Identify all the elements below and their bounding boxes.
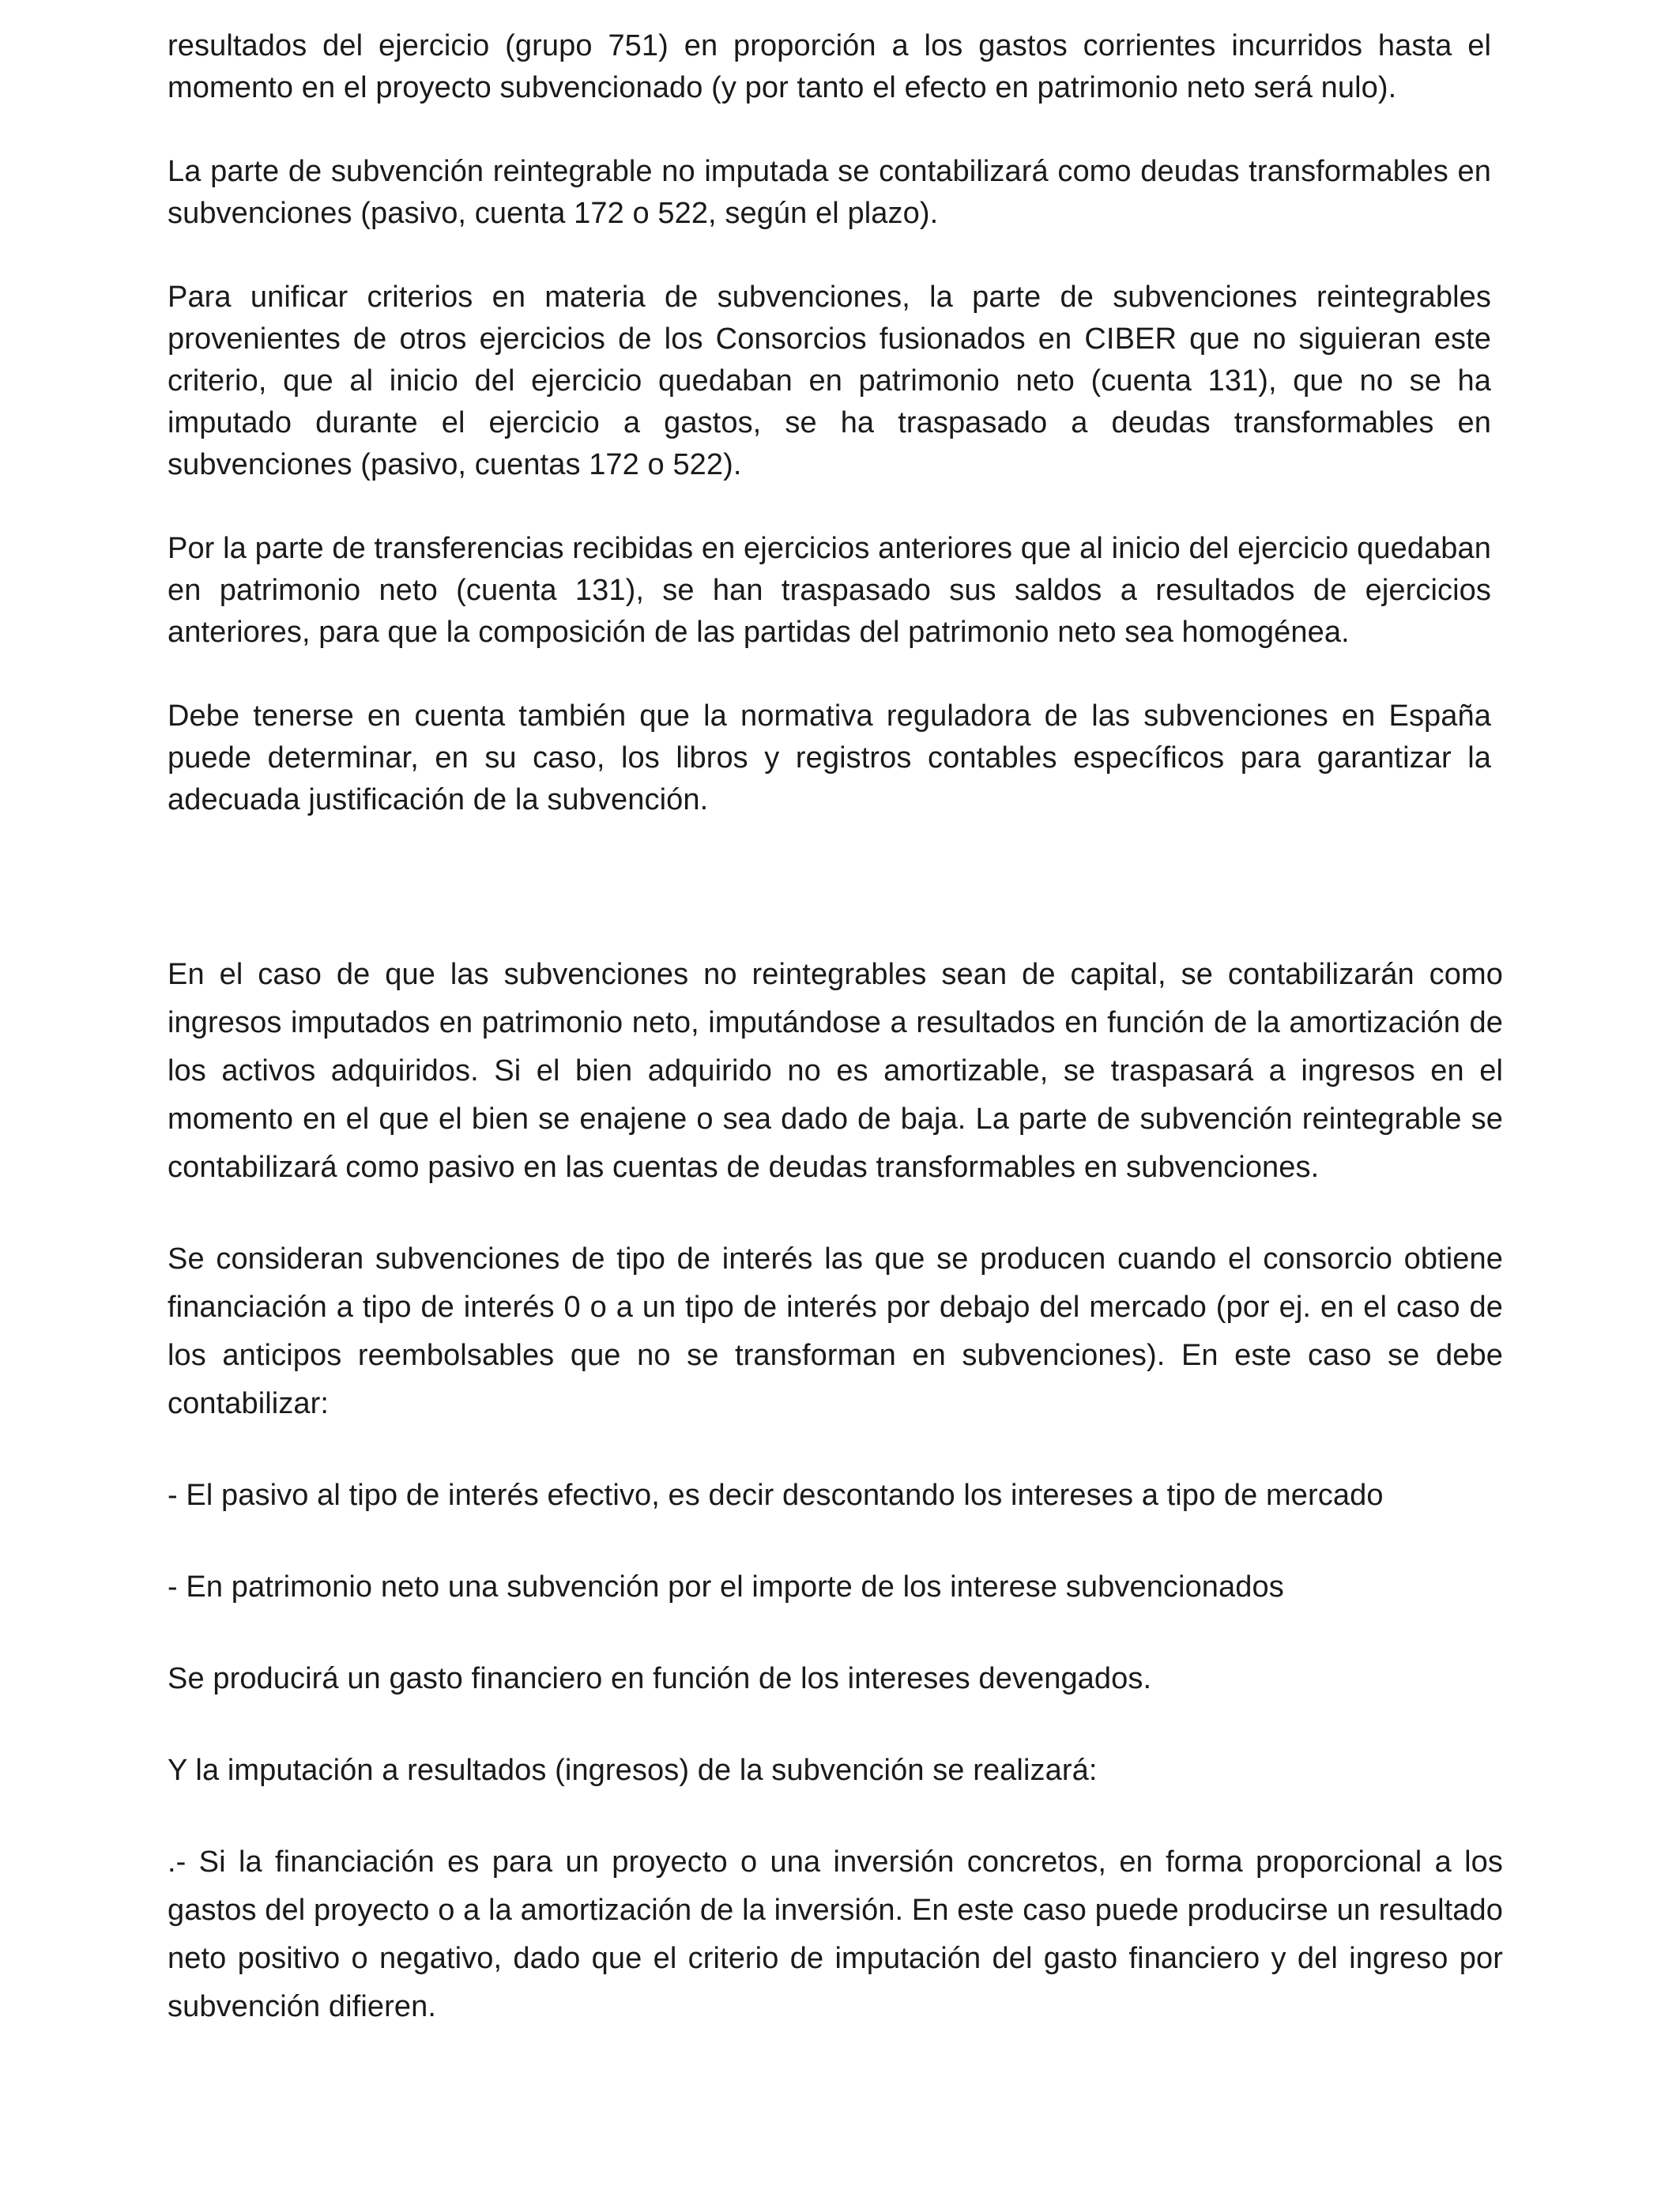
paragraph-grupo-751: resultados del ejercicio (grupo 751) en proporción a los gastos corrientes incurridos hasta el momento en el proyecto subvencionado (y por tanto el efecto en patrimonio neto será nulo). bbox=[168, 29, 1491, 104]
text-section-2 bbox=[168, 951, 1503, 2075]
text-section-1 bbox=[168, 25, 1491, 863]
paragraph-gasto-financiero: Se producirá un gasto financiero en función de los intereses devengados. bbox=[168, 1662, 1152, 1695]
paragraph-imputacion: Y la imputación a resultados (ingresos) de la subvención se realizará: bbox=[168, 1754, 1098, 1787]
paragraph-normativa: Debe tenerse en cuenta también que la normativa reguladora de las subvenciones en España puede determinar, en su caso, los libros y registros contables específicos para garantizar la adecuada justificación de la subvención. bbox=[168, 699, 1491, 816]
paragraph-financiacion-proyecto: .- Si la financiación es para un proyecto o una inversión concretos, en forma proporcional a los gastos del proyecto o a la amortización de la inversión. En este caso puede producirse un resultado neto positivo o negativo, dado que el criterio de imputación del gasto financiero y del ingreso por subvención difieren. bbox=[168, 1845, 1503, 2023]
list-item-pasivo: - El pasivo al tipo de interés efectivo, es decir descontando los intereses a tipo de mercado bbox=[168, 1479, 1384, 1512]
paragraph-tipo-interes: Se consideran subvenciones de tipo de interés las que se producen cuando el consorcio obtiene financiación a tipo de interés 0 o a un tipo de interés por debajo del mercado (por ej. en el caso de los anticipos reembolsables que no se transforman en subvenciones). En este caso se debe contabilizar: bbox=[168, 1242, 1503, 1420]
paragraph-unificar-criterios: Para unificar criterios en materia de subvenciones, la parte de subvenciones reintegrables provenientes de otros ejercicios de los Consorcios fusionados en CIBER que no siguieran este criterio, que al inicio del ejercicio quedaban en patrimonio neto (cuenta 131), que no se ha imputado durante el ejercicio a gastos, se ha traspasado a deudas transformables en subvenciones (pasivo, cuentas 172 o 522). bbox=[168, 281, 1491, 481]
paragraph-transferencias: Por la parte de transferencias recibidas en ejercicios anteriores que al inicio del ejercicio quedaban en patrimonio neto (cuenta 131), se han traspasado sus saldos a resultados de ejercicios anteriores, para que la composición de las partidas del patrimonio neto sea homogénea. bbox=[168, 532, 1491, 649]
list-item-patrimonio: - En patrimonio neto una subvención por el importe de los interese subvencionados bbox=[168, 1570, 1284, 1604]
paragraph-subvencion-reintegrable: La parte de subvención reintegrable no imputada se contabilizará como deudas transformables en subvenciones (pasivo, cuenta 172 o 522, según el plazo). bbox=[168, 155, 1491, 230]
paragraph-subvenciones-capital: En el caso de que las subvenciones no reintegrables sean de capital, se contabilizarán como ingresos imputados en patrimonio neto, imputándose a resultados en función de la amortización de los activos adquiridos. Si el bien adquirido no es amortizable, se traspasará a ingresos en el momento en el que el bien se enajene o sea dado de baja. La parte de subvención reintegrable se contabilizará como pasivo en las cuentas de deudas transformables en subvenciones. bbox=[168, 958, 1503, 1184]
